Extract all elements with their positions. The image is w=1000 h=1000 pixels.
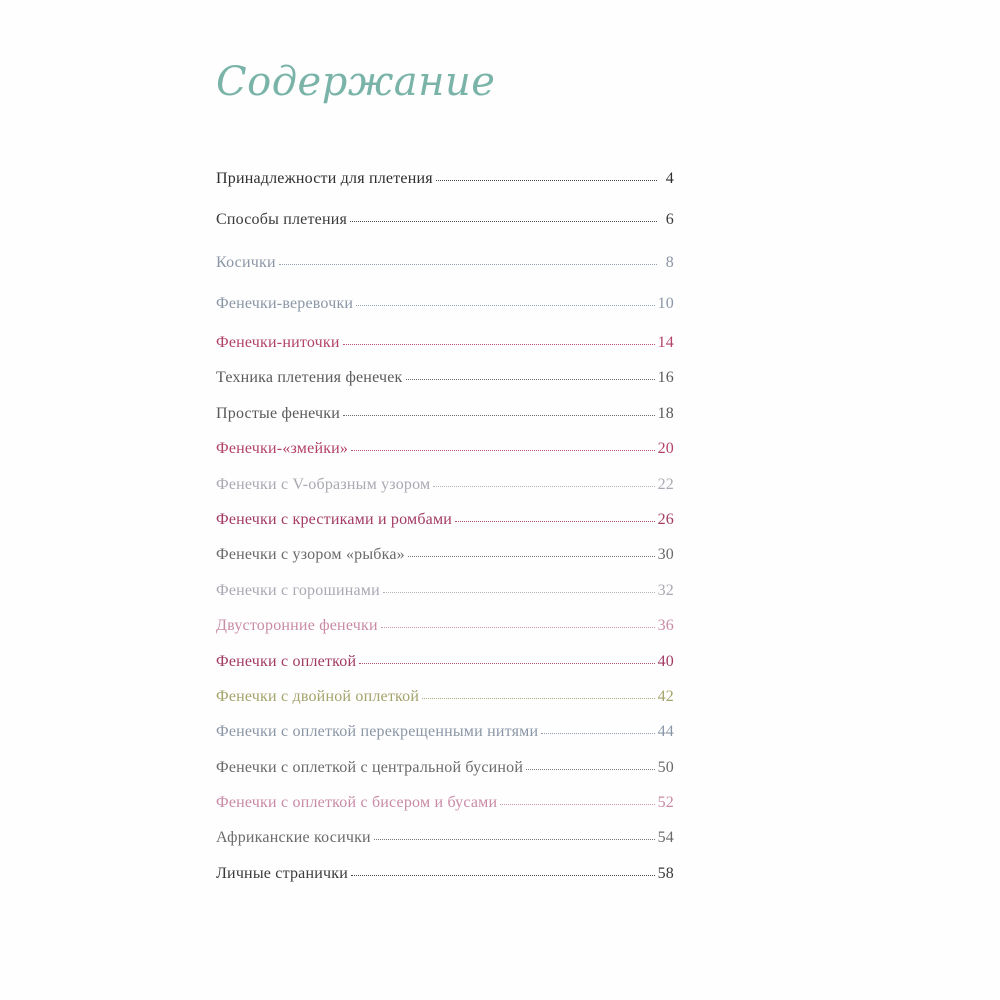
toc-entry-label: Способы плетения xyxy=(216,211,348,228)
toc-entry xyxy=(216,369,674,404)
toc-entry-page-number: 20 xyxy=(657,440,674,458)
toc-dot-leader xyxy=(374,839,655,840)
toc-entry-page-number: 40 xyxy=(657,652,674,670)
toc-entry xyxy=(216,254,674,295)
page-title: Содержание xyxy=(216,59,496,105)
toc-entry xyxy=(216,723,674,758)
table-of-contents xyxy=(216,170,674,900)
toc-entry-label: Фенечки-«змейки» xyxy=(216,440,349,458)
toc-entry-page-number: 8 xyxy=(665,254,674,271)
toc-entry-label: Фенечки с узором «рыбка» xyxy=(216,546,405,564)
toc-entry xyxy=(216,759,674,794)
toc-entry-label: Косички xyxy=(216,254,276,271)
toc-dot-leader xyxy=(351,875,655,876)
toc-dot-leader xyxy=(350,221,657,222)
toc-dot-leader xyxy=(500,804,654,805)
toc-dot-leader xyxy=(526,769,654,770)
toc-dot-leader xyxy=(343,415,655,416)
toc-entry-page-number: 58 xyxy=(657,864,674,882)
toc-entry-page-number: 30 xyxy=(657,546,674,564)
toc-entry xyxy=(216,405,674,440)
toc-entry xyxy=(216,688,674,723)
toc-entry-label: Принадлежности для плетения xyxy=(216,170,433,187)
toc-entry xyxy=(216,653,674,688)
toc-entry xyxy=(216,211,674,254)
toc-entry-page-number: 44 xyxy=(657,723,674,741)
toc-entry-page-number: 6 xyxy=(665,211,674,228)
toc-entry xyxy=(216,170,674,211)
toc-entry-page-number: 10 xyxy=(657,295,674,312)
toc-entry-label: Фенечки с оплеткой с центральной бусиной xyxy=(216,758,524,776)
toc-entry xyxy=(216,440,674,475)
toc-dot-leader xyxy=(436,180,657,181)
toc-entry-page-number: 4 xyxy=(665,170,674,187)
toc-entry-label: Фенечки с оплеткой с бисером и бусами xyxy=(216,794,498,812)
toc-dot-leader xyxy=(356,305,654,306)
toc-entry-page-number: 32 xyxy=(657,581,674,599)
toc-entry-label: Фенечки с оплеткой xyxy=(216,652,357,670)
toc-entry-label: Простые фенечки xyxy=(216,404,341,422)
toc-entry xyxy=(216,617,674,652)
toc-entry xyxy=(216,582,674,617)
toc-entry-page-number: 18 xyxy=(657,404,674,422)
toc-dot-leader xyxy=(279,264,657,265)
toc-dot-leader xyxy=(381,627,655,628)
toc-entry-label: Фенечки с V-образным узором xyxy=(216,475,431,493)
toc-dot-leader xyxy=(343,344,655,345)
toc-entry-label: Фенечки с крестиками и ромбами xyxy=(216,510,453,528)
toc-dot-leader xyxy=(541,733,654,734)
toc-entry-page-number: 16 xyxy=(657,369,674,387)
toc-dot-leader xyxy=(455,521,655,522)
toc-entry-page-number: 50 xyxy=(657,758,674,776)
toc-entry-label: Техника плетения фенечек xyxy=(216,369,403,387)
toc-entry xyxy=(216,511,674,546)
toc-entry-label: Двусторонние фенечки xyxy=(216,617,378,635)
toc-dot-leader xyxy=(422,698,654,699)
toc-entry xyxy=(216,829,674,864)
toc-entry xyxy=(216,865,674,900)
toc-entry-label: Африканские косички xyxy=(216,829,371,847)
toc-entry-page-number: 54 xyxy=(657,829,674,847)
toc-entry xyxy=(216,295,674,334)
toc-entry-label: Личные странички xyxy=(216,864,348,882)
toc-entry-page-number: 22 xyxy=(657,475,674,493)
toc-entry-label: Фенечки с горошинами xyxy=(216,581,380,599)
toc-entry-page-number: 42 xyxy=(657,687,674,705)
toc-entry-label: Фенечки с двойной оплеткой xyxy=(216,687,420,705)
toc-entry-label: Фенечки с оплеткой перекрещенными нитями xyxy=(216,723,539,741)
toc-entry xyxy=(216,794,674,829)
toc-entry-page-number: 36 xyxy=(657,617,674,635)
toc-entry xyxy=(216,476,674,511)
toc-entry xyxy=(216,334,674,369)
toc-dot-leader xyxy=(351,450,654,451)
toc-dot-leader xyxy=(406,379,655,380)
toc-dot-leader xyxy=(433,486,654,487)
toc-entry-label: Фенечки-веревочки xyxy=(216,295,354,312)
toc-entry-page-number: 26 xyxy=(657,510,674,528)
toc-entry-label: Фенечки-ниточки xyxy=(216,334,340,351)
toc-entry-page-number: 52 xyxy=(657,794,674,812)
toc-entry-page-number: 14 xyxy=(657,334,674,351)
toc-dot-leader xyxy=(408,556,655,557)
toc-entry xyxy=(216,546,674,581)
toc-dot-leader xyxy=(383,592,655,593)
toc-dot-leader xyxy=(359,663,654,664)
